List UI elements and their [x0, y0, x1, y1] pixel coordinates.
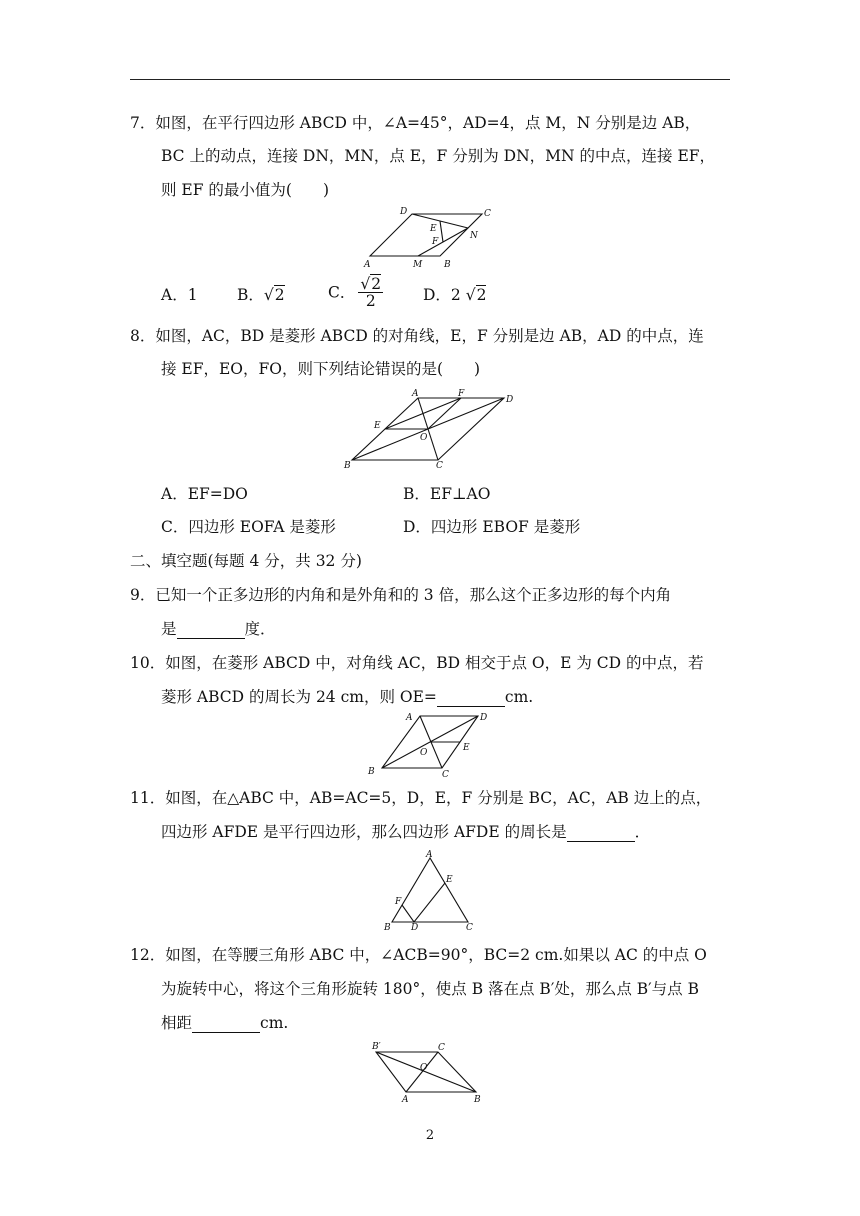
q8-option-c: C．四边形 EOFA 是菱形	[161, 518, 336, 536]
fig-label: B	[474, 1095, 481, 1105]
segment-fo	[428, 398, 461, 429]
q8-option-b: B．EF⊥AO	[403, 485, 491, 503]
q10-line1: 10．如图，在菱形 ABCD 中，对角线 AC，BD 相交于点 O，E 为 CD 的中点，若	[130, 654, 704, 672]
fig-label: F	[432, 237, 439, 247]
fig-label: C	[442, 770, 449, 780]
fig-label: O	[420, 1063, 428, 1073]
fig-label: O	[420, 433, 428, 443]
fig-label: C	[438, 1043, 445, 1053]
q7-option-c: C． $\frac{√2}{2}$	[328, 275, 382, 310]
answer-blank	[177, 623, 245, 639]
fig-label: E	[430, 224, 437, 234]
q7-line3: 则 EF 的最小值为( )	[161, 181, 330, 199]
q11-figure	[380, 848, 480, 934]
q11-line1: 11．如图，在△ABC 中，AB=AC=5，D，E，F 分别是 BC，AC，AB 边上的点，	[130, 789, 712, 807]
fig-label: E	[463, 743, 470, 753]
section-heading: 二、填空题(每题 4 分，共 32 分)	[130, 552, 362, 570]
q11-line2: 四边形 AFDE 是平行四边形，那么四边形 AFDE 的周长是 ．	[161, 823, 651, 841]
q7-figure	[360, 204, 500, 270]
fig-label: N	[470, 231, 478, 241]
q9-line1: 9．已知一个正多边形的内角和是外角和的 3 倍，那么这个正多边形的每个内角	[130, 586, 672, 604]
fig-label: D	[400, 207, 408, 217]
answer-blank	[192, 1017, 260, 1033]
segment-ef	[440, 221, 443, 242]
q9-line2: 是 度．	[161, 620, 276, 638]
fig-label: E	[446, 875, 453, 885]
fig-label: F	[458, 389, 465, 399]
fig-label: B	[384, 923, 391, 933]
segment-ef	[385, 398, 461, 429]
q12-line1: 12．如图，在等腰三角形 ABC 中，∠ACB=90°，BC=2 cm.如果以 AC 的中点 O	[130, 946, 707, 964]
q12-line2: 为旋转中心，将这个三角形旋转 180°，使点 B 落在点 B′处，那么点 B′与点 B	[161, 980, 699, 998]
fig-label: A	[364, 260, 371, 270]
q7-option-d: D．2 √2	[423, 286, 487, 304]
q8-option-d: D．四边形 EBOF 是菱形	[403, 518, 581, 536]
q7-option-a: A．1	[161, 286, 198, 304]
q8-option-a: A．EF=DO	[161, 485, 248, 503]
fig-label: D	[411, 923, 419, 933]
fig-label: A	[406, 713, 413, 723]
answer-blank	[437, 691, 505, 707]
fig-label: C	[466, 923, 473, 933]
fig-label: F	[395, 897, 402, 907]
fig-label: B	[344, 461, 351, 471]
q12-figure	[366, 1038, 490, 1106]
fig-label: B′	[372, 1042, 381, 1052]
fig-label: E	[374, 421, 381, 431]
q8-line1: 8．如图，AC，BD 是菱形 ABCD 的对角线，E，F 分别是边 AB，AD 的中点，连	[130, 327, 704, 345]
answer-blank	[567, 826, 635, 842]
q7-option-b: B．√2	[237, 286, 285, 304]
q7-line2: BC 上的动点，连接 DN，MN，点 E，F 分别为 DN，MN 的中点，连接 EF，	[161, 147, 716, 165]
parallelogram-sides-fd-de	[402, 883, 445, 922]
fig-label: A	[426, 850, 433, 860]
fig-label: A	[402, 1095, 409, 1105]
parallelogram-abcd	[370, 214, 482, 256]
fig-label: C	[484, 209, 491, 219]
page-number: 2	[425, 1128, 435, 1143]
q10-figure	[362, 708, 494, 780]
q10-line2: 菱形 ABCD 的周长为 24 cm，则 OE= cm.	[161, 688, 534, 706]
fig-label: D	[480, 713, 488, 723]
fig-label: C	[436, 461, 443, 471]
fig-label: D	[506, 395, 514, 405]
fig-label: B	[368, 767, 375, 777]
fig-label: O	[420, 748, 428, 758]
q8-line2: 接 EF，EO，FO，则下列结论错误的是( )	[161, 360, 481, 378]
header-rule	[130, 79, 730, 80]
fig-label: B	[444, 260, 451, 270]
q12-line3: 相距 cm.	[161, 1014, 289, 1032]
fig-label: M	[413, 260, 423, 270]
q7-line1: 7．如图，在平行四边形 ABCD 中，∠A=45°，AD=4，点 M，N 分别是边 AB，	[130, 114, 701, 132]
triangle-abc	[392, 858, 468, 922]
q8-figure	[338, 386, 520, 472]
fig-label: A	[412, 389, 419, 399]
